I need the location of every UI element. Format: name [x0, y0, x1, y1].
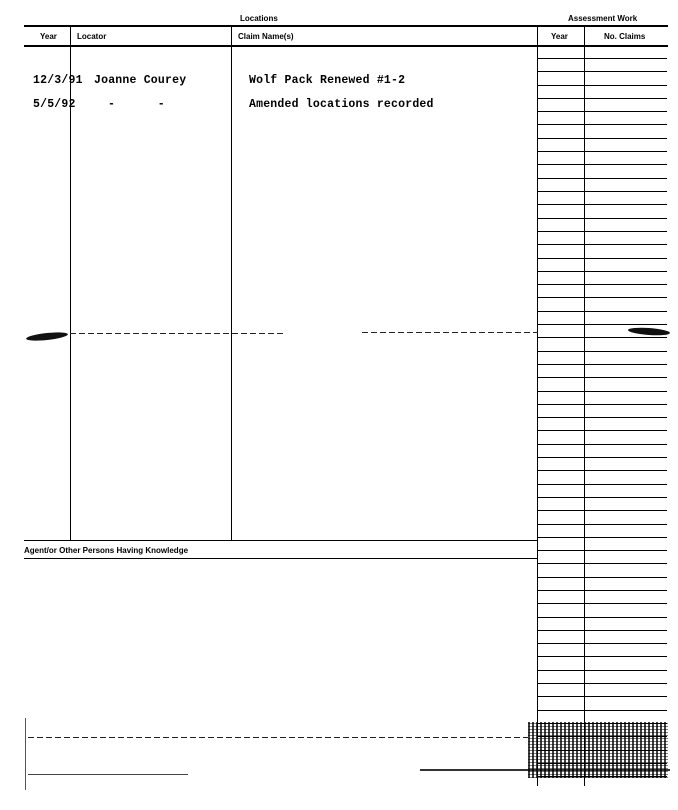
assessment-row-line	[537, 98, 667, 99]
assessment-row-line	[537, 723, 667, 724]
header-top-rule	[24, 25, 668, 27]
assessment-row-line	[537, 244, 667, 245]
entry-year: 5/5/92	[33, 98, 76, 111]
agent-section-title: Agent/or Other Persons Having Knowledge	[24, 546, 189, 555]
entry-claim-name: Amended locations recorded	[249, 98, 434, 111]
assessment-row-line	[537, 231, 667, 232]
assessment-row-line	[537, 683, 667, 684]
assessment-row-line	[537, 696, 667, 697]
assessment-row-line	[537, 643, 667, 644]
assessment-row-line	[537, 218, 667, 219]
entry-locator: - -	[108, 98, 165, 111]
assessment-row-line	[537, 763, 667, 764]
assessment-row-line	[537, 710, 667, 711]
assessment-row-line	[537, 391, 667, 392]
scan-smudge-right	[628, 327, 670, 337]
assessment-row-line	[537, 164, 667, 165]
assessment-row-line	[537, 550, 667, 551]
assessment-row-line	[537, 204, 667, 205]
assessment-row-line	[537, 258, 667, 259]
assessment-row-line	[537, 58, 667, 59]
assessment-row-line	[537, 590, 667, 591]
assessment-row-line	[537, 151, 667, 152]
assessment-row-line	[537, 776, 667, 777]
assessment-row-line	[537, 377, 667, 378]
column-header-year: Year	[40, 32, 57, 41]
fold-line	[362, 332, 538, 333]
agent-section-bottom-rule	[24, 558, 538, 559]
scan-smudge-left	[26, 331, 69, 342]
assessment-row-line	[537, 71, 667, 72]
assessment-row-line	[537, 178, 667, 179]
entry-year: 12/3/91	[33, 74, 83, 87]
bottom-scan-line	[28, 774, 188, 775]
assessment-row-line	[537, 537, 667, 538]
assessment-row-line	[537, 364, 667, 365]
assessment-row-line	[537, 417, 667, 418]
assessment-row-line	[537, 630, 667, 631]
assessment-row-line	[537, 444, 667, 445]
assessment-row-line	[537, 111, 667, 112]
assessment-row-line	[537, 577, 667, 578]
assessment-row-line	[537, 138, 667, 139]
assessment-work-title: Assessment Work	[568, 14, 638, 23]
assessment-row-line	[537, 603, 667, 604]
assessment-row-line	[537, 85, 667, 86]
locator-claim-divider	[231, 26, 232, 540]
assessment-row-line	[537, 563, 667, 564]
assessment-row-line	[537, 324, 667, 325]
assessment-row-line	[537, 656, 667, 657]
column-header-locator: Locator	[77, 32, 107, 41]
assessment-row-line	[537, 311, 667, 312]
assessment-row-line	[537, 297, 667, 298]
assessment-row-line	[537, 191, 667, 192]
assessment-row-line	[537, 470, 667, 471]
assessment-row-line	[537, 497, 667, 498]
assessment-row-line	[537, 430, 667, 431]
bottom-scan-line	[28, 737, 528, 738]
assessment-row-line	[537, 750, 667, 751]
assessment-row-line	[537, 124, 667, 125]
assessment-row-line	[537, 510, 667, 511]
column-header-no-claims: No. Claims	[604, 32, 646, 41]
assessment-row-line	[537, 271, 667, 272]
locations-assessment-divider	[537, 26, 538, 786]
entry-locator: Joanne Courey	[94, 74, 187, 87]
column-header-assessment-year: Year	[551, 32, 568, 41]
locations-title: Locations	[240, 14, 278, 23]
assessment-row-line	[537, 337, 667, 338]
entry-claim-name: Wolf Pack Renewed #1-2	[249, 74, 406, 87]
agent-section-top-rule	[24, 540, 538, 541]
assessment-row-line	[537, 524, 667, 525]
assessment-row-line	[537, 284, 667, 285]
assessment-row-line	[537, 404, 667, 405]
left-margin-edge	[25, 718, 26, 790]
assessment-row-line	[537, 484, 667, 485]
assessment-row-line	[537, 457, 667, 458]
fold-line	[70, 333, 285, 334]
assessment-row-line	[537, 351, 667, 352]
assessment-year-claims-divider	[584, 26, 585, 786]
assessment-row-line	[537, 670, 667, 671]
header-bottom-rule	[24, 45, 668, 47]
assessment-row-line	[537, 736, 667, 737]
column-header-claim-names: Claim Name(s)	[238, 32, 294, 41]
assessment-row-line	[537, 617, 667, 618]
